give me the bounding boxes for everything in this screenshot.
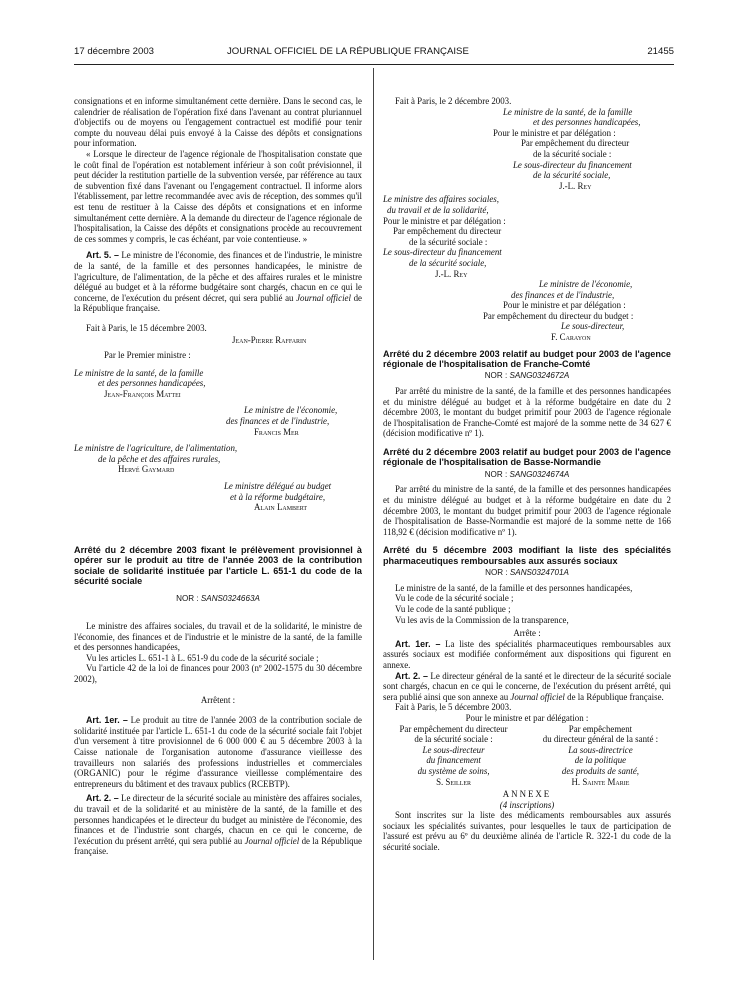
sante-title-2: et des personnes handicapées, <box>98 378 206 389</box>
arretent-label: Arrêtent : <box>200 694 236 705</box>
sous-directrice-line-2: de la politique <box>574 755 627 766</box>
article-1-prefix: Art. 1er. – <box>86 715 128 726</box>
fait-a-paris: Fait à Paris, le 5 décembre 2003. <box>395 702 512 713</box>
annexe-subheading: (4 inscriptions) <box>499 799 555 810</box>
delegation-line: Pour le ministre et par délégation : <box>493 127 616 138</box>
empechement-line: Par empêchement du directeur <box>399 723 508 734</box>
eco-title: Le ministre de l'économie, <box>244 405 338 416</box>
journal-officiel-ref: Journal officiel <box>296 292 351 303</box>
nor-code: SANS0324701A <box>509 568 569 578</box>
article-2 <box>74 793 362 857</box>
annexe-heading: ANNEXE <box>502 789 552 800</box>
article-2-prefix: Art. 2. – <box>395 670 428 681</box>
vu-item: Vu l'article 42 de la loi de finances pour 2003 (nº 2002-1575 du 30 décembre 2002), <box>74 663 362 684</box>
arrete-title: Arrêté du 2 décembre 2003 relatif au budget pour 2003 de l'agence régionale de l'hospitalisation de Basse-Normandie <box>383 447 671 468</box>
nor-label: NOR : <box>484 469 510 479</box>
signatory-title-2: et des personnes handicapées, <box>533 117 641 128</box>
arrete-intro: Le ministre des affaires sociales, du travail et de la solidarité, le ministre de l'économie, des finances et de l'industrie et le ministre de la santé, de la famille et des personnes handicapées, <box>74 621 362 653</box>
agri-signatory: Hervé Gaymard <box>118 464 175 475</box>
empechement-line: Par empêchement du directeur du budget : <box>483 310 634 321</box>
eco-signatory: Francis Mer <box>254 426 299 437</box>
arrete-intro: Le ministre de la santé, de la famille et des personnes handicapées, <box>395 582 633 593</box>
vu-item: Vu le code de la santé publique ; <box>395 604 511 614</box>
signatory-name: J.-L. Rey <box>559 180 592 191</box>
article-5-text: Le ministre de l'économie, des finances et de l'industrie, le ministre de la santé, de la famille et des personnes handicapées, le ministre de l'agriculture, de l'alimentation, de la pêche et des affaires rurales et le ministre délégué au budget et à la réforme budgétaire sont chargés, chacun en ce qui le concerne, de l'exécution du présent décret, qui sera publié au <box>74 250 362 303</box>
empechement-line: Par empêchement du directeur <box>393 226 502 237</box>
article-2-text: Le directeur de la sécurité sociale au ministère des affaires sociales, du travail et de la solidarité et au ministère de la santé, de la famille et des personnes handicapées et le directeur du budget au ministère de l'économie, des finances et de l'industrie sont chargés, chacun en ce qui le concerne, de l'exécution du présent arrêté, qui sera publié au <box>74 793 362 846</box>
header-date: 17 décembre 2003 <box>74 46 155 57</box>
signatory-title-2: des finances et de l'industrie, <box>511 289 615 300</box>
annexe-text: Sont inscrites sur la liste des médicaments remboursables aux assurés sociaux les spécialités suivantes, pour lesquelles le taux de participation de l'assuré est prévu au 6º du deuxième alinéa de l'article R. 322-1 du code de la sécurité sociale. <box>383 810 671 853</box>
signatory-name: F. Carayon <box>551 332 591 343</box>
signature-right <box>530 724 671 788</box>
arrete-title: Arrêté du 5 décembre 2003 modifiant la liste des spécialités pharmaceutiques remboursables aux assurés sociaux <box>383 545 671 566</box>
sous-directeur-line: Le sous-directeur <box>422 744 485 755</box>
nor-reference <box>74 594 362 605</box>
empechement-line-2: de la sécurité sociale : <box>409 236 488 247</box>
nor-label: NOR : <box>484 371 510 381</box>
budget-signatory: Alain Lambert <box>254 502 308 513</box>
article-5 <box>74 250 362 314</box>
article-2-prefix: Art. 2. – <box>86 793 119 804</box>
article-2-end: de la République française. <box>564 691 664 702</box>
paragraph: « Lorsque le directeur de l'agence régionale de l'hospitalisation constate que le coût final de l'opération est notablement inférieur à son coût prévisionnel, il peut décider la restitution partielle de la subvention versée, par référence au taux de subvention fixé dans l'avenant ou l'engagement contractuel. Il informe alors l'établissement, par lettre recommandée avec avis de réception, des sommes qu'il est tenu de restituer à la Caisse des dépôts et consignations et en informe simultanément cette dernière. A la demande du directeur de l'agence régionale de l'hospitalisation, la Caisse des dépôts et consignations procède au recouvrement de ces sommes y compris, le cas échéant, par voie contentieuse. » <box>74 148 362 244</box>
article-2 <box>383 671 671 703</box>
nor-code: SANG0324674A <box>509 469 570 479</box>
signatory-title-2: du travail et de la solidarité, <box>387 204 489 215</box>
page-header <box>74 46 674 60</box>
signature-left <box>383 724 524 788</box>
sous-directeur-line-2: de la sécurité sociale, <box>409 257 487 268</box>
fait-a-paris: Fait à Paris, le 2 décembre 2003. <box>395 96 512 106</box>
par-premier-ministre: Par le Premier ministre : <box>104 350 191 361</box>
signatory-name: S. Seiller <box>436 776 472 787</box>
nor-label: NOR : <box>485 568 510 578</box>
journal-officiel-ref: Journal officiel <box>244 835 300 846</box>
nor-label: NOR : <box>176 594 201 604</box>
arrete-summary: Par arrêté du ministre de la santé, de la famille et des personnes handicapées et du ministre délégué au budget et à la réforme budgétaire en date du 2 décembre 2003, le montant du budget primitif pour 2003 de l'agence régionale de l'hospitalisation de Basse-Normandie est majoré de la somme nette de 166 118,92 € (décision modificative nº 1). <box>383 484 671 537</box>
article-1-text: La liste des spécialités pharmaceutiques remboursables aux assurés sociaux est modifiée conformément aux dispositions qui figurent en annexe. <box>383 638 671 670</box>
empechement-line: Par empêchement du directeur <box>521 138 630 149</box>
signatory-title: Le ministre de l'économie, <box>539 279 633 290</box>
sous-directeur-line: Le sous-directeur du financement <box>383 247 502 258</box>
agri-title: Le ministre de l'agriculture, de l'alimentation, <box>74 443 238 454</box>
article-2-text: Le directeur général de la santé et le directeur de la sécurité sociale sont chargés, chacun en ce qui le concerne, de l'exécution du présent arrêté, qui sera publié ainsi que son annexe au <box>383 670 671 702</box>
article-1 <box>74 715 362 789</box>
sous-directeur-line-2: du financement <box>426 755 481 766</box>
sous-directeur-line: Le sous-directeur du financement <box>513 159 632 170</box>
vu-item: Vu les articles L. 651-1 à L. 651-9 du code de la sécurité sociale ; <box>86 652 319 663</box>
article-2-end: de la République française. <box>74 835 362 857</box>
right-column <box>383 96 671 853</box>
paragraph: consignations et en informe simultanément cette dernière. Dans le second cas, le calendrier de réalisation de l'opération fixé dans l'avenant au contrat pluriannuel d'objectifs ou de moyens ou l'engagement contractuel est modifié pour tenir compte du nouveau délai puis envoyé à la Caisse des dépôts et consignations pour information. <box>74 96 362 149</box>
delegation-line: Pour le ministre et par délégation : <box>465 712 589 723</box>
signatory-name: H. Sainte Marie <box>571 776 630 787</box>
delegation-line: Pour le ministre et par délégation : <box>383 215 506 226</box>
header-page-number: 21455 <box>647 46 674 57</box>
eco-title-2: des finances et de l'industrie, <box>226 416 330 427</box>
signature-block <box>383 724 671 788</box>
signatory-title: Le ministre des affaires sociales, <box>383 194 499 205</box>
article-5-end: de la République française. <box>74 292 362 314</box>
article-1-text: Le produit au titre de l'année 2003 de la contribution sociale de solidarité instituée par l'article L. 651-1 du code de la sécurité sociale fait l'objet d'un versement à titre provisionnel de 6 000 000 € au 5 décembre 2003 à la Caisse nationale de l'organisation autonome d'assurance vieillesse des travailleurs non salariés des professions industrielles et commerciales (ORGANIC) pour le régime d'assurance vieillesse complémentaire des entrepreneurs du bâtiment et des travaux publics (RCEBTP). <box>74 715 362 789</box>
budget-title-2: et à la réforme budgétaire, <box>230 491 326 502</box>
journal-officiel-ref: Journal officiel <box>510 691 565 702</box>
sous-directeur-line-2: de la sécurité sociale, <box>533 170 611 181</box>
sous-directeur-line-3: du système de soins, <box>417 765 490 776</box>
article-1-prefix: Art. 1er. – <box>395 638 441 649</box>
signatory-title: Le ministre de la santé, de la famille <box>503 106 633 117</box>
header-journal-title: JOURNAL OFFICIEL DE LA RÉPUBLIQUE FRANÇAISE <box>227 46 469 57</box>
budget-title: Le ministre délégué au budget <box>224 481 332 491</box>
empechement-line-2: de la sécurité sociale : <box>533 148 612 159</box>
arrete-title: Arrêté du 2 décembre 2003 fixant le prélèvement provisionnel à opérer sur le produit au titre de l'année 2003 de la contribution sociale de solidarité instituée par l'article L. 651-1 du code de la sécurité sociale <box>74 544 362 586</box>
article-5-prefix: Art. 5. – <box>86 250 119 261</box>
arrete-label: Arrête : <box>513 628 541 639</box>
article-1 <box>383 639 671 671</box>
nor-code: SANS0324663A <box>200 594 260 604</box>
nor-reference <box>383 470 671 481</box>
header-rule <box>74 64 674 65</box>
column-divider <box>373 68 374 960</box>
signatory-name: J.-L. Rey <box>435 268 468 279</box>
vu-item: Vu le code de la sécurité sociale ; <box>395 593 514 604</box>
nor-reference <box>383 371 671 382</box>
delegation-line: Pour le ministre et par délégation : <box>503 300 626 311</box>
left-column <box>74 96 362 857</box>
sante-title: Le ministre de la santé, de la famille <box>74 367 204 378</box>
arrete-summary: Par arrêté du ministre de la santé, de la famille et des personnes handicapées et du ministre délégué au budget et à la réforme budgétaire en date du 2 décembre 2003, le montant du budget primitif pour 2003 de l'agence régionale de l'hospitalisation de Franche-Comté est majoré de la somme nette de 34 627 € (décision modificative nº 1). <box>383 386 671 439</box>
sante-signatory: Jean-François Mattei <box>104 388 181 399</box>
nor-reference <box>383 568 671 579</box>
signature-premier-ministre: Jean-Pierre Raffarin <box>232 335 307 346</box>
empechement-line-2: de la sécurité sociale : <box>414 734 493 745</box>
empechement-line-2: du directeur général de la santé : <box>542 734 659 745</box>
sous-directeur-line: Le sous-directeur, <box>561 321 625 332</box>
agri-title-2: de la pêche et des affaires rurales, <box>98 453 221 464</box>
arrete-title: Arrêté du 2 décembre 2003 relatif au budget pour 2003 de l'agence régionale de l'hospitalisation de Franche-Comté <box>383 348 671 370</box>
nor-code: SANG0324672A <box>509 371 570 381</box>
sous-directrice-line-3: des produits de santé, <box>561 765 639 776</box>
fait-a-paris: Fait à Paris, le 15 décembre 2003. <box>86 322 207 333</box>
sous-directrice-line: La sous-directrice <box>568 744 633 755</box>
vu-item: Vu les avis de la Commission de la transparence, <box>395 614 569 625</box>
empechement-line: Par empêchement <box>568 723 633 734</box>
